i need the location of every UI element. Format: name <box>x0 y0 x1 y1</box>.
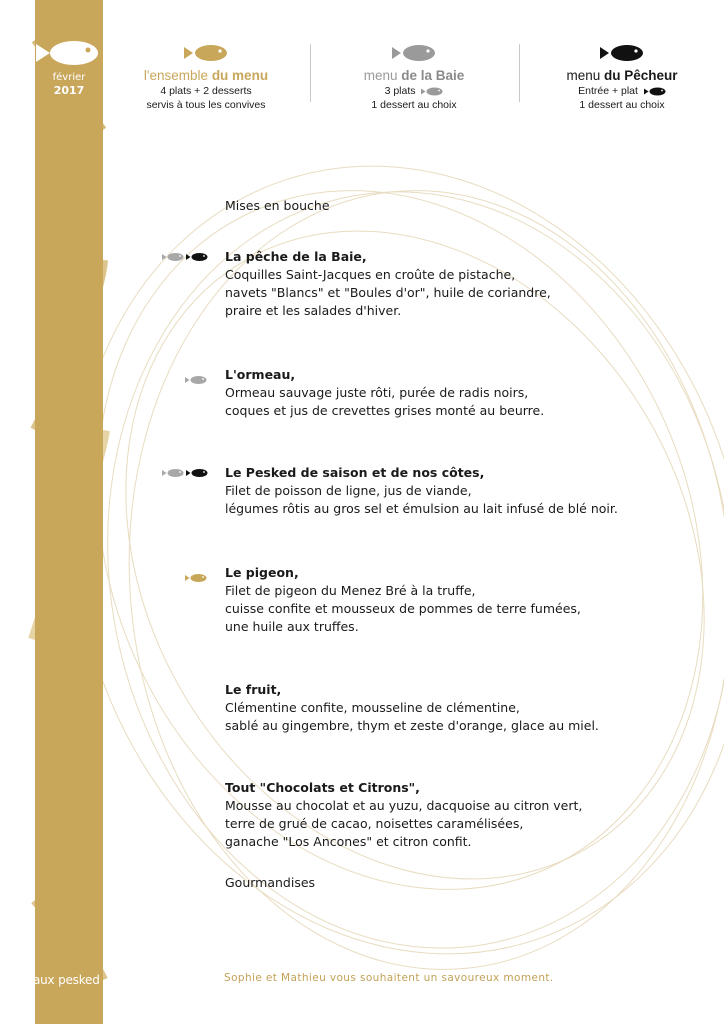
menu-line: 1 dessert au choix <box>371 99 457 111</box>
course-item <box>225 564 581 636</box>
grey-fish-icon <box>392 44 436 62</box>
menu-title-main: du menu <box>211 68 269 83</box>
menu-title-main: du Pêcheur <box>604 68 678 83</box>
gold-fish-icon <box>185 573 207 583</box>
course-item <box>225 464 618 518</box>
course-desc-line: ganache "Los Ancones" et citron confit. <box>225 834 472 849</box>
black-fish-icon <box>186 468 208 478</box>
course-desc-line: Coquilles Saint-Jacques en croûte de pistache, <box>225 267 516 282</box>
course-desc-line: légumes rôtis au gros sel et émulsion au lait infusé de blé noir. <box>225 501 618 516</box>
grey-fish-icon <box>162 252 184 262</box>
course-desc-line: terre de grué de cacao, noisettes caramélisées, <box>225 816 524 831</box>
course-item <box>225 366 544 420</box>
grey-fish-icon <box>421 87 443 96</box>
footer-message: Sophie et Mathieu vous souhaitent un savoureux moment. <box>224 972 554 984</box>
menu-title-prefix: menu <box>363 68 398 83</box>
gourmandises: Gourmandises <box>225 875 316 890</box>
course-desc-line: Filet de poisson de ligne, jus de viande, <box>225 483 472 498</box>
course-desc-line: Filet de pigeon du Menez Bré à la truffe, <box>225 583 476 598</box>
menu-line: 4 plats + 2 desserts <box>160 85 252 97</box>
fish-logo-icon <box>36 38 102 68</box>
month-label: février <box>52 72 86 83</box>
menu-pecheur <box>522 44 722 112</box>
course-markers <box>185 370 207 384</box>
menu-line: Entrée + plat <box>578 85 638 97</box>
black-fish-icon <box>600 44 644 62</box>
course-item <box>225 779 582 851</box>
course-item <box>225 681 599 735</box>
menu-line: 3 plats <box>384 85 416 97</box>
course-name: Le Pesked de saison et de nos côtes, <box>225 465 485 480</box>
course-desc-line: Ormeau sauvage juste rôti, purée de radis noirs, <box>225 385 529 400</box>
menu-line: servis à tous les convives <box>146 99 266 111</box>
course-desc-line: Mousse au chocolat et au yuzu, dacquoise au citron vert, <box>225 798 583 813</box>
year-label: 2017 <box>53 84 85 97</box>
menu-baie <box>314 44 514 112</box>
course-name: Le pigeon, <box>225 565 299 580</box>
course-name: L'ormeau, <box>225 367 296 382</box>
black-fish-icon <box>186 252 208 262</box>
gold-fish-icon <box>184 44 228 62</box>
course-name: La pêche de la Baie, <box>225 249 367 264</box>
course-item <box>225 248 551 320</box>
course-desc-line: navets "Blancs" et "Boules d'or", huile de coriandre, <box>225 285 551 300</box>
menu-title-main: de la Baie <box>401 68 465 83</box>
menu-title-prefix: menu <box>566 68 601 83</box>
course-desc-line: une huile aux truffes. <box>225 619 359 634</box>
course-desc-line: coques et jus de crevettes grises monté au beurre. <box>225 403 545 418</box>
course-desc-line: cuisse confite et mousseux de pommes de terre fumées, <box>225 601 581 616</box>
course-desc-line: sablé au gingembre, thym et zeste d'orange, glace au miel. <box>225 718 599 733</box>
course-desc-line: praire et les salades d'hiver. <box>225 303 402 318</box>
course-markers <box>185 568 207 582</box>
course-name: Le fruit, <box>225 682 282 697</box>
divider <box>519 44 520 102</box>
grey-fish-icon <box>185 375 207 385</box>
black-fish-icon <box>644 87 666 96</box>
course-desc-line: Clémentine confite, mousseline de clémentine, <box>225 700 520 715</box>
menu-ensemble <box>106 44 306 112</box>
menu-title-prefix: l'ensemble <box>143 68 209 83</box>
grey-fish-icon <box>162 468 184 478</box>
divider <box>310 44 311 102</box>
course-name: Tout "Chocolats et Citrons", <box>225 780 420 795</box>
sidebar <box>35 0 103 1024</box>
mises-en-bouche: Mises en bouche <box>225 198 330 213</box>
brand-logo: aux pesked <box>33 973 100 987</box>
menu-line: 1 dessert au choix <box>579 99 665 111</box>
